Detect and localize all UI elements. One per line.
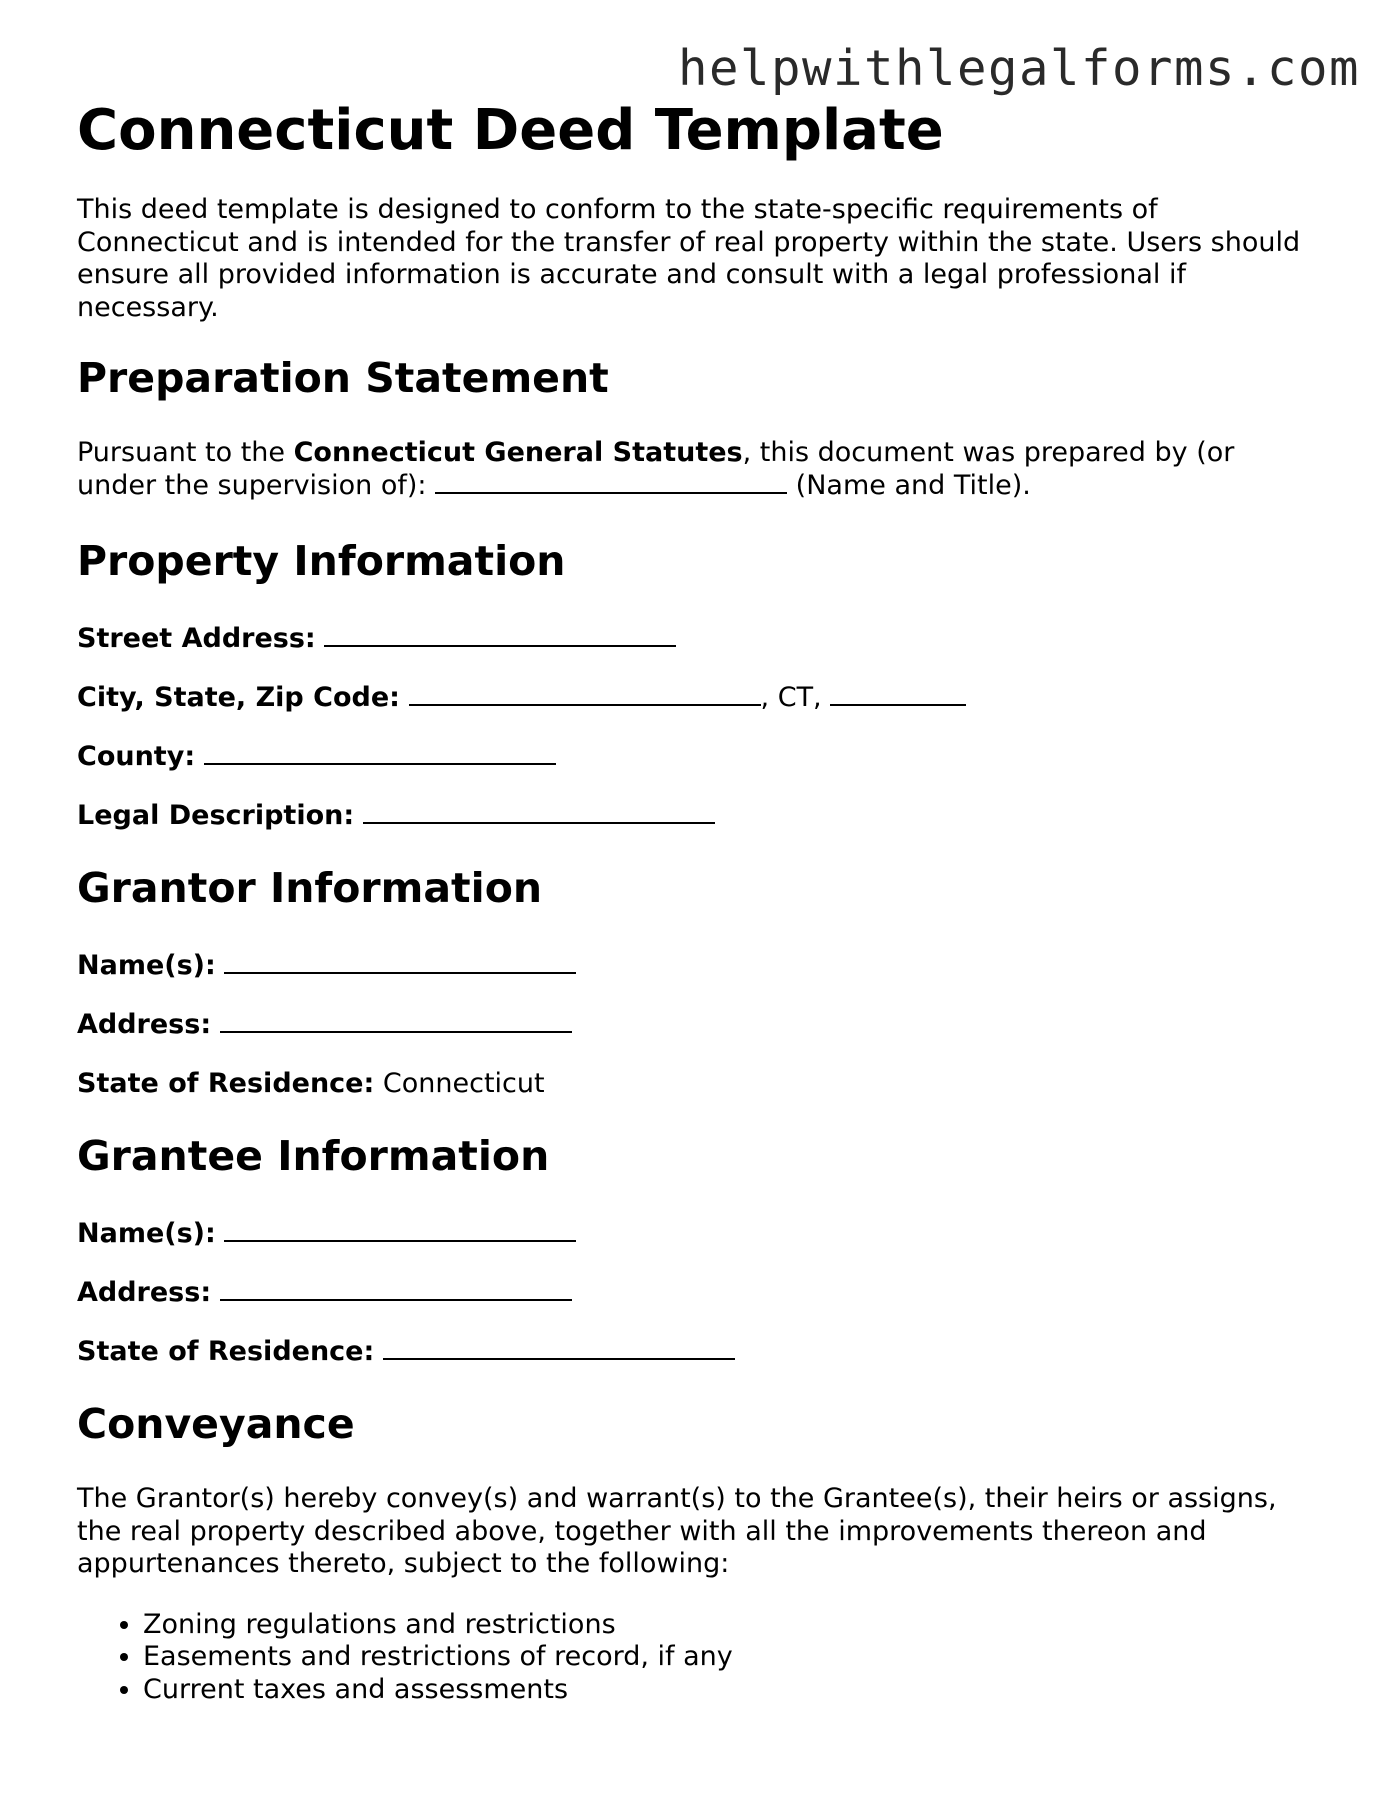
preparation-text-before: Pursuant to the — [77, 437, 294, 468]
property-heading: Property Information — [77, 537, 566, 585]
legal-description-field — [77, 800, 1317, 832]
county-label: County: — [77, 741, 196, 772]
grantee-address-blank[interactable] — [220, 1277, 572, 1301]
grantor-address-field — [77, 1009, 1317, 1041]
grantee-address-label: Address: — [77, 1277, 212, 1308]
grantee-name-label: Name(s): — [77, 1218, 216, 1249]
grantee-residence-label: State of Residence: — [77, 1336, 375, 1367]
preparation-text-after: (Name and Title). — [787, 469, 1031, 501]
street-address-field — [77, 623, 1317, 655]
preparation-heading: Preparation Statement — [77, 354, 609, 402]
list-item: • Easements and restrictions of record, if any — [143, 1641, 1317, 1674]
preparation-text-middle: , this document was prepared by (or under the supervision of): — [77, 437, 1235, 501]
legal-description-blank[interactable] — [363, 800, 715, 824]
grantor-address-blank[interactable] — [220, 1009, 572, 1033]
grantor-name-label: Name(s): — [77, 950, 216, 981]
list-item: • Zoning regulations and restrictions — [143, 1609, 1317, 1642]
grantee-residence-blank[interactable] — [383, 1336, 735, 1360]
grantor-address-label: Address: — [77, 1009, 212, 1040]
intro-paragraph: This deed template is designed to conform to the state-specific requirements of Connecticut and is intended for the transfer of real property within the state. Users should ensure all provided information is accurate and consult with a legal professional if necessary. — [77, 194, 1301, 323]
grantor-heading: Grantor Information — [77, 864, 543, 912]
conveyance-heading: Conveyance — [77, 1400, 355, 1448]
preparer-name-blank[interactable] — [435, 470, 787, 494]
street-address-label: Street Address: — [77, 623, 316, 654]
grantor-residence-field — [77, 1068, 1317, 1100]
grantor-residence-value: Connecticut — [382, 1068, 545, 1099]
state-abbrev: , CT, — [760, 682, 831, 713]
list-item: • Current taxes and assessments — [143, 1674, 1317, 1707]
grantor-name-field — [77, 950, 1317, 982]
grantee-name-blank[interactable] — [224, 1218, 576, 1242]
zip-blank[interactable] — [830, 682, 966, 706]
grantee-name-field — [77, 1218, 1317, 1250]
page-title: Connecticut Deed Template — [77, 98, 944, 163]
county-blank[interactable] — [204, 741, 556, 765]
county-field — [77, 741, 1317, 773]
deed-document — [77, 96, 1317, 1706]
legal-description-label: Legal Description: — [77, 800, 355, 831]
conveyance-paragraph: The Grantor(s) hereby convey(s) and warrant(s) to the Grantee(s), their heirs or assigns, the real property described above, together with all the improvements thereon and appurtenances thereto, subject to the following: — [77, 1483, 1277, 1579]
grantor-name-blank[interactable] — [224, 950, 576, 974]
grantee-address-field — [77, 1277, 1317, 1309]
city-blank[interactable] — [409, 682, 761, 706]
site-watermark: helpwithlegalforms.com — [677, 40, 1360, 97]
grantee-residence-field — [77, 1336, 1317, 1368]
city-state-zip-label: City, State, Zip Code: — [77, 682, 400, 713]
grantor-residence-label: State of Residence: — [77, 1068, 375, 1099]
city-state-zip-field — [77, 682, 1317, 714]
street-address-blank[interactable] — [324, 623, 676, 647]
statute-name: Connecticut General Statutes — [293, 437, 743, 468]
grantee-heading: Grantee Information — [77, 1132, 550, 1180]
conveyance-conditions-list — [77, 1609, 1317, 1707]
preparation-paragraph — [77, 437, 1317, 502]
